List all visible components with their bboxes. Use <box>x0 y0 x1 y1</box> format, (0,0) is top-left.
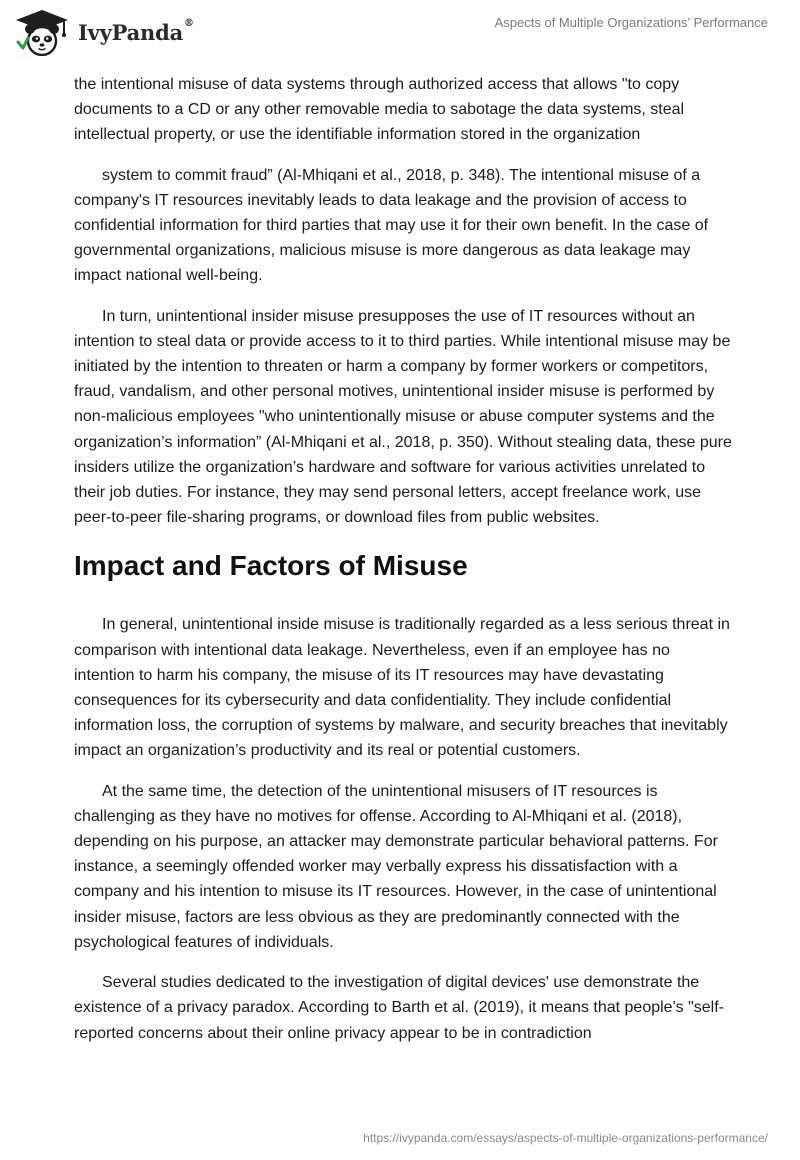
document-title: Aspects of Multiple Organizations’ Performance <box>494 15 768 30</box>
article-body <box>74 72 734 1061</box>
paragraph: At the same time, the detection of the unintentional misusers of IT resources is challenging as they have no motives for offense. According to Al-Mhiqani et al. (2018), depending on his purpose, an attacker may demonstrate particular behavioral patterns. For instance, a seemingly offended worker may verbally express his dissatisfaction with a company and his intention to misuse its IT resources. However, in the case of unintentional insider misuse, factors are less obvious as they are predominantly connected with the psychological features of individuals. <box>74 782 718 951</box>
paragraph: the intentional misuse of data systems through authorized access that allows "to copy documents to a CD or any other removable media to sabotage the data systems, steal intellectual property, or use the identifiable information stored in the organization <box>74 76 685 144</box>
paragraph: In turn, unintentional insider misuse presupposes the use of IT resources without an intention to steal data or provide access to it to third parties. While intentional misuse may be initiated by the intention to threaten or harm a company by former workers or competitors, fraud, vandalism, and other personal motives, unintentional insider misuse is performed by non-malicious employees "who unintentionally misuse or abuse computer systems and the organization’s information” (Al-Mhiqani et al., 2018, p. 350). Without stealing data, these pure insiders utilize the organization’s hardware and software for various activities unrelated to their job duties. For instance, they may send personal letters, accept freelance work, use peer-to-peer file-sharing programs, or download files from public websites. <box>74 307 732 527</box>
paragraph: In general, unintentional inside misuse is traditionally regarded as a less serious threat in comparison with intentional data leakage. Nevertheless, even if an employee has no intention to harm his company, the misuse of its IT resources may have devastating consequences for its cybersecurity and data confidentiality. They include confidential information loss, the corruption of systems by malware, and security breaches that inevitably impact an organization’s productivity and its real or potential customers. <box>74 616 730 760</box>
registered-mark: ® <box>184 17 194 29</box>
paragraph: Several studies dedicated to the investigation of digital devices' use demonstrate the existence of a privacy paradox. According to Barth et al. (2019), it means that people's "self-reported concerns about their online privacy appear to be in contradiction <box>74 974 724 1042</box>
paragraph: system to commit fraud” (Al-Mhiqani et al., 2018, p. 348). The intentional misuse of a company's IT resources inevitably leads to data leakage and the provision of access to confidential information for third parties that may use it for their own benefit. In the case of governmental organizations, malicious misuse is more dangerous as data leakage may impact national well-being. <box>74 166 709 285</box>
logo[interactable] <box>14 8 194 56</box>
page-header <box>0 0 800 68</box>
source-url[interactable]: https://ivypanda.com/essays/aspects-of-multiple-organizations-performance/ <box>363 1131 768 1145</box>
brand-name: IvyPanda® <box>78 17 194 45</box>
panda-logo-icon <box>14 8 70 56</box>
section-heading: Impact and Factors of Misuse <box>74 550 468 582</box>
